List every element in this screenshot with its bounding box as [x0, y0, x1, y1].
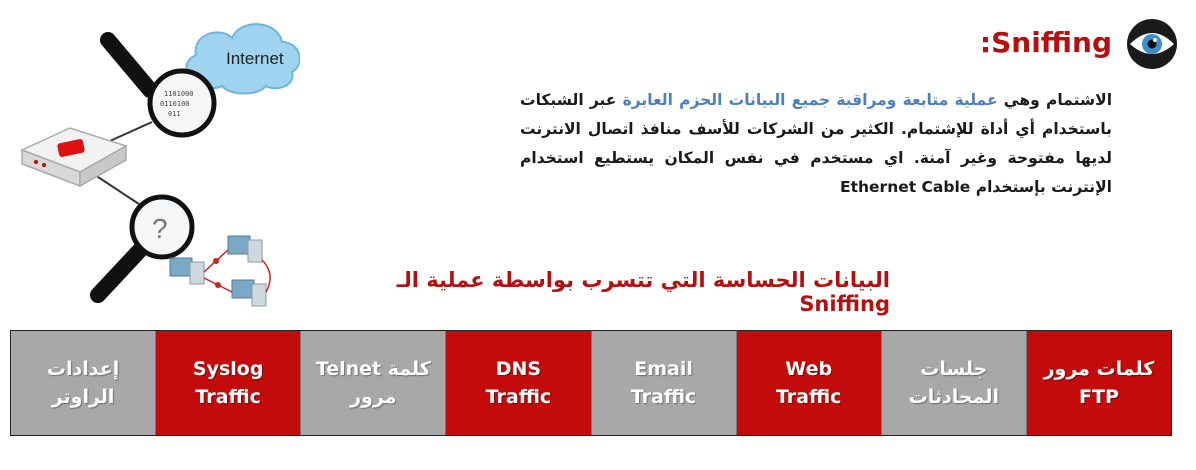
- description-paragraph: [520, 86, 1112, 202]
- network-sniffing-illustration: [0, 0, 300, 320]
- svg-text:011: 011: [168, 110, 181, 118]
- category-chat-sessions: جلسات المحادثات: [881, 331, 1026, 435]
- traffic-categories-strip: [10, 330, 1172, 436]
- category-telnet-passwords: Telnet كلمة مرور: [300, 331, 445, 435]
- router-icon: [22, 128, 126, 186]
- category-syslog-traffic: Syslog Traffic: [155, 331, 300, 435]
- sensitive-data-heading: البيانات الحساسة التي تتسرب بواسطة عملية الـ Sniffing: [396, 268, 890, 316]
- paragraph-body: عبر الشبكات باستخدام أي أداة للإشتمام. الكثير من الشركات للأسف منافذ اتصال الانترنت لديها مفتوحة وغير آمنة. اي مستخدم في نفس المكان يستطيع استخدام الإنترنت بإستخدام: [520, 91, 1112, 196]
- category-dns-traffic: DNS Traffic: [445, 331, 590, 435]
- ethernet-cable-term: Ethernet Cable: [840, 178, 971, 196]
- category-email-traffic: Email Traffic: [591, 331, 736, 435]
- eye-icon: [1124, 18, 1180, 70]
- binary-text: 1101000: [164, 90, 194, 98]
- paragraph-highlight: عملية متابعة ومراقبة جميع البيانات الحزم العابرة: [622, 91, 998, 109]
- question-mark: ?: [152, 213, 168, 244]
- magnifier-icon: [98, 197, 192, 295]
- svg-text:0110100: 0110100: [160, 100, 190, 108]
- category-ftp-passwords: كلمات مرور FTP: [1026, 331, 1171, 435]
- category-router-settings: إعدادات الراوتر: [11, 331, 155, 435]
- category-web-traffic: Web Traffic: [736, 331, 881, 435]
- page-title: :Sniffing: [979, 26, 1112, 59]
- internet-label: Internet: [226, 49, 284, 68]
- paragraph-intro: الاشتمام وهي: [997, 91, 1113, 109]
